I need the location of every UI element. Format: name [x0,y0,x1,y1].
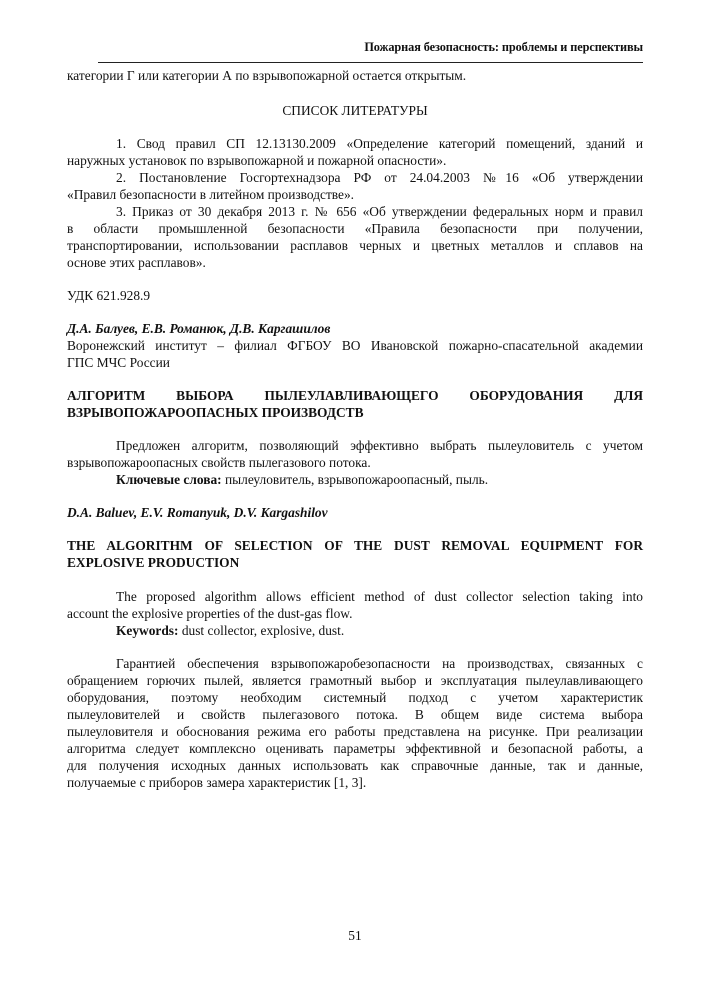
body-line-5: пылеуловителя и обоснования режима его работы представлена на рисунке. При реализации [67,724,643,739]
body-line-7: для получения исходных данных использовать как справочные данные, так и данные, [67,758,643,773]
body-line-4: пылеуловителей и свойств пылегазового потока. В общем виде система выбора [67,707,643,722]
page-number: 51 [348,928,362,943]
title-russian-line-2: ВЗРЫВОПОЖАРООПАСНЫХ ПРОИЗВОДСТВ [67,405,364,420]
header-rule [98,62,643,63]
references-heading: СПИСОК ЛИТЕРАТУРЫ [282,103,428,118]
title-english-line-2: EXPLOSIVE PRODUCTION [67,555,240,570]
reference-item-1-line-1: 1. Свод правил СП 12.13130.2009 «Определение категорий помещений, зданий и [116,136,643,151]
keywords-russian-values: пылеуловитель, взрывопожароопасный, пыль. [221,472,489,487]
reference-item-2-line-1: 2. Постановление Госгортехнадзора РФ от 24.04.2003 №16 «Об утверждении [116,170,643,185]
abstract-russian-line-2: взрывопожароопасных свойств пылегазового потока. [67,455,371,470]
running-header: Пожарная безопасность: проблемы и перспективы [364,40,643,54]
reference-item-3-line-3: транспортировании, использовании расплавов черных и цветных металлов и сплавов на [67,238,643,253]
udc-code: УДК 621.928.9 [67,288,151,303]
reference-item-2-line-2: «Правил безопасности в литейном производстве». [67,187,355,202]
keywords-english-values: dust collector, explosive, dust. [178,623,345,638]
authors-english: D.A. Baluev, E.V. Romanyuk, D.V. Kargashilov [67,505,328,520]
title-english-line-1: THE ALGORITHM OF SELECTION OF THE DUST REMOVAL EQUIPMENT FOR [67,538,643,553]
authors-russian: Д.А. Балуев, Е.В. Романюк, Д.В. Каргашилов [67,321,331,336]
previous-article-closing-line: категории Г или категории А по взрывопожарной остается открытым. [67,68,467,83]
keywords-english [67,623,643,640]
abstract-russian-line-1: Предложен алгоритм, позволяющий эффективно выбрать пылеуловитель с учетом [116,438,643,453]
reference-item-3-line-2: в области промышленной безопасности «Правила безопасности при получении, [67,221,643,236]
body-line-8: получаемые с приборов замера характеристик [1, 3]. [67,775,367,790]
keywords-english-label: Keywords: [116,623,179,638]
keywords-russian-label: Ключевые слова: [116,472,222,487]
body-line-6: алгоритма следует комплексно оценивать параметры эффективной и безопасной работы, а [67,741,643,756]
abstract-english-line-2: account the explosive properties of the dust-gas flow. [67,606,353,621]
body-line-1: Гарантией обеспечения взрывопожаробезопасности на производствах, связанных с [116,656,643,671]
affiliation-line-1: Воронежский институт – филиал ФГБОУ ВО Ивановской пожарно-спасательной академии [67,338,643,353]
keywords-russian [67,472,643,489]
body-line-2: обращением горючих пылей, является грамотный выбор и эксплуатация пылеулавливающего [67,673,643,688]
title-russian-line-1: АЛГОРИТМ ВЫБОРА ПЫЛЕУЛАВЛИВАЮЩЕГО ОБОРУДОВАНИЯ ДЛЯ [67,388,643,403]
reference-item-3-line-1: 3. Приказ от 30 декабря 2013 г. № 656 «Об утверждении федеральных норм и правил [116,204,643,219]
abstract-english-line-1: The proposed algorithm allows efficient method of dust collector selection taking into [116,589,643,604]
affiliation-line-2: ГПС МЧС России [67,355,170,370]
body-line-3: оборудования, поэтому необходим системный подход с учетом характеристик [67,690,643,705]
reference-item-3-line-4: основе этих расплавов». [67,255,206,270]
reference-item-1-line-2: наружных установок по взрывопожарной и пожарной опасности». [67,153,447,168]
